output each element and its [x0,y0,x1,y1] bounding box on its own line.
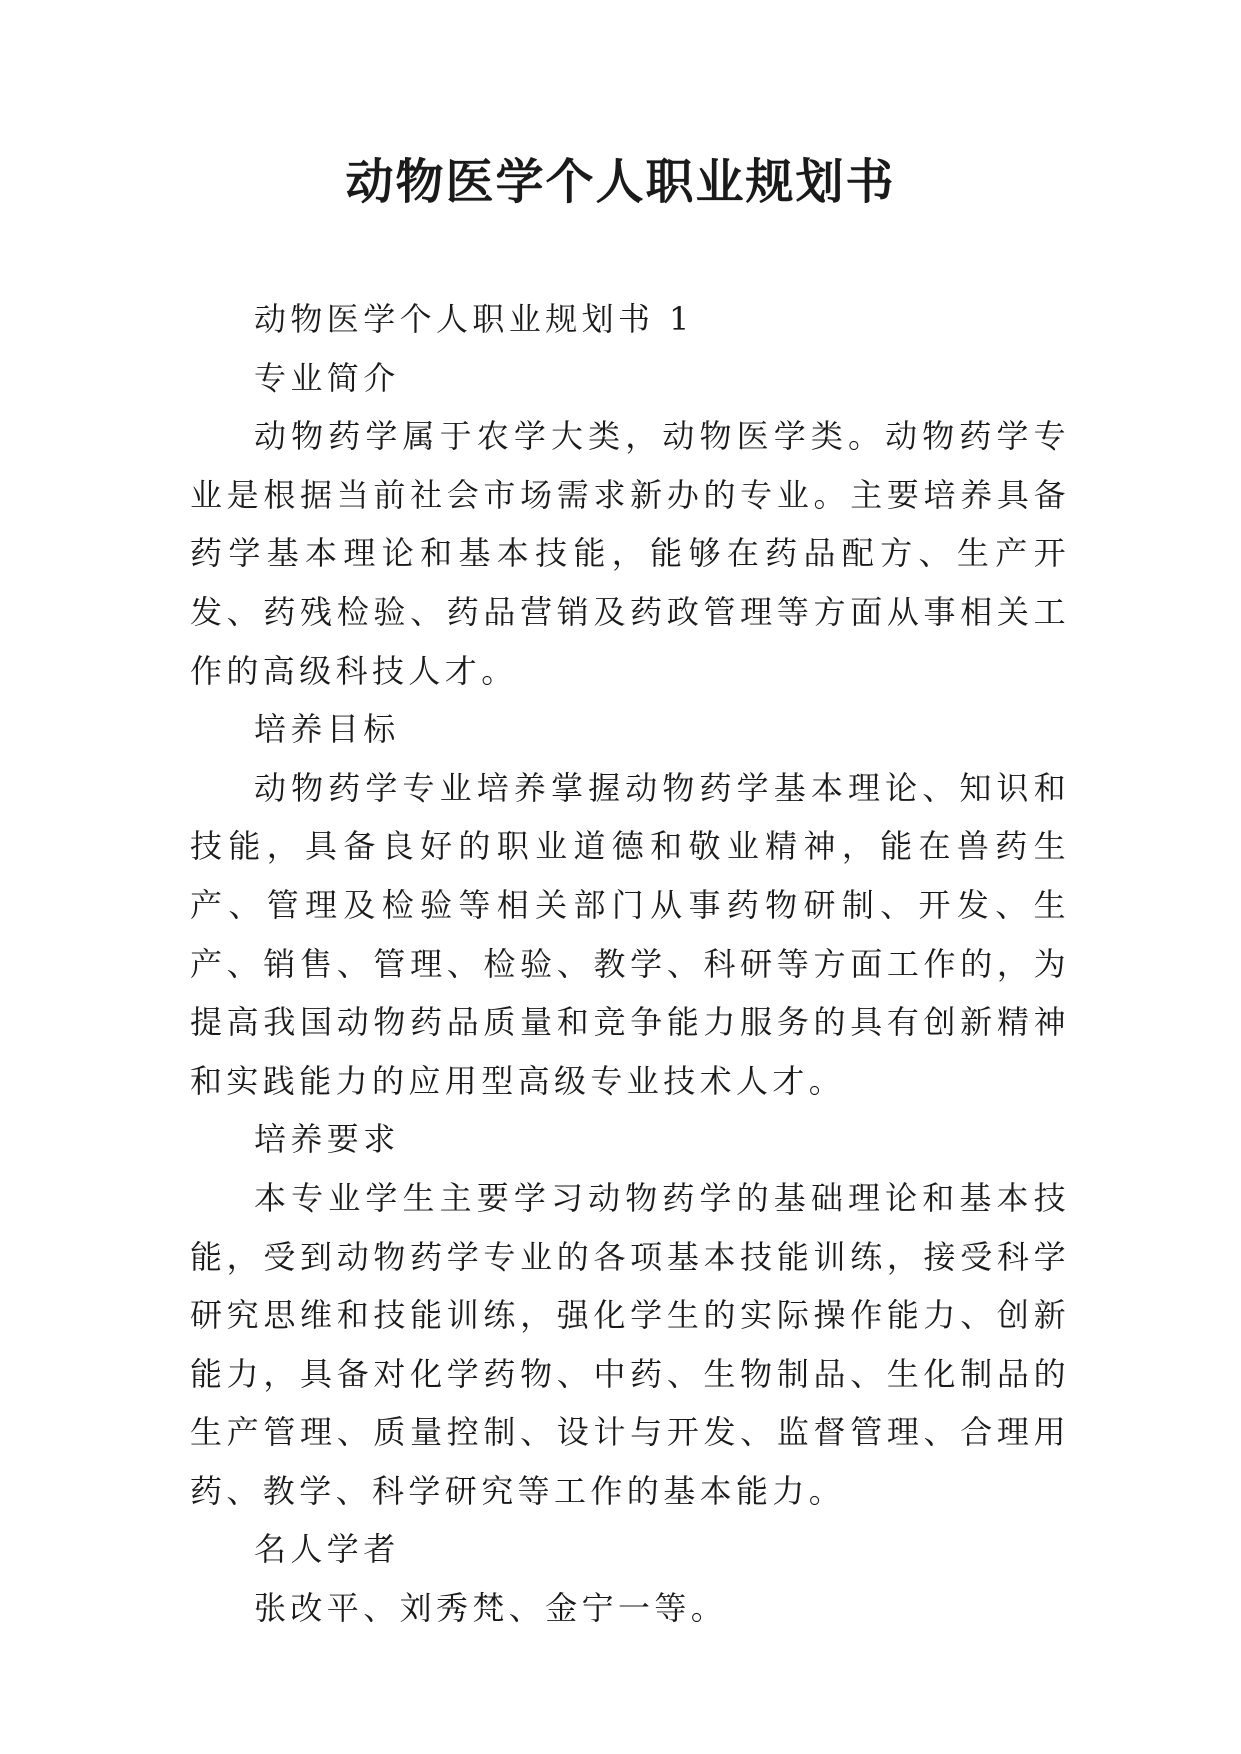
paragraph-scholars: 张改平、刘秀梵、金宁一等。 [254,1589,728,1628]
document-body [190,290,1070,1638]
paragraph-intro: 动物药学属于农学大类，动物医学类。动物药学专业是根据当前社会市场需求新办的专业。主要培养具备药学基本理论和基本技能，能够在药品配方、生产开发、药残检验、药品营销及药政管理等方面从事相关工作的高级科技人才。 [190,417,1070,690]
section-heading-requirements: 培养要求 [254,1120,400,1159]
section-heading-plan-1: 动物医学个人职业规划书 1 [254,300,694,338]
section-heading-goals: 培养目标 [254,710,400,749]
section-heading-intro: 专业简介 [254,358,400,397]
paragraph-goals: 动物药学专业培养掌握动物药学基本理论、知识和技能，具备良好的职业道德和敬业精神，能在兽药生产、管理及检验等相关部门从事药物研制、开发、生产、销售、管理、检验、教学、科研等方面工作的，为提高我国动物药品质量和竞争能力服务的具有创新精神和实践能力的应用型高级专业技术人才。 [190,768,1070,1100]
section-heading-scholars: 名人学者 [254,1530,400,1569]
document-title: 动物医学个人职业规划书 [345,154,896,210]
paragraph-requirements: 本专业学生主要学习动物药学的基础理论和基本技能，受到动物药学专业的各项基本技能训练，接受科学研究思维和技能训练，强化学生的实际操作能力、创新能力，具备对化学药物、中药、生物制品、生化制品的生产管理、质量控制、设计与开发、监督管理、合理用药、教学、科学研究等工作的基本能力。 [190,1178,1070,1510]
